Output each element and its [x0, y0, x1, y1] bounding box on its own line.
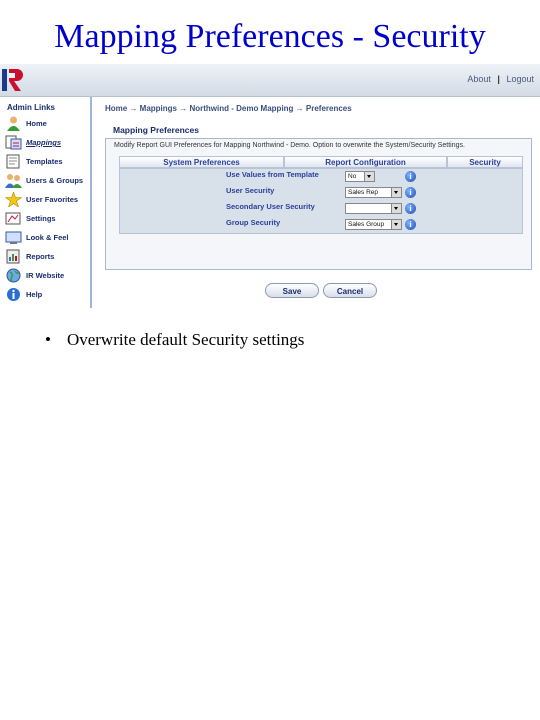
sidebar-item-label: Home: [26, 119, 47, 128]
info-icon[interactable]: i: [405, 187, 416, 198]
globe-icon: [5, 268, 22, 283]
panel-description: Modify Report GUI Preferences for Mapping Northwind - Demo. Option to overwrite the System/Security Settings.: [114, 142, 465, 149]
group-security-select[interactable]: [345, 219, 402, 230]
user-security-label: User Security: [226, 186, 275, 195]
select-value: No: [348, 173, 357, 180]
top-separator: |: [497, 74, 500, 84]
sidebar-item-settings[interactable]: [0, 209, 90, 228]
sidebar-item-templates[interactable]: [0, 152, 90, 171]
chevron-down-icon: [364, 172, 374, 181]
home-icon: [5, 116, 22, 131]
templates-icon: [5, 154, 22, 169]
logout-link[interactable]: Logout: [506, 74, 534, 84]
secondary-user-security-select[interactable]: [345, 203, 402, 214]
bullet-marker: •: [45, 330, 51, 349]
sidebar-item-look-feel[interactable]: [0, 228, 90, 247]
sidebar-item-label: Look & Feel: [26, 233, 69, 242]
save-button[interactable]: Save: [265, 283, 319, 298]
look-feel-icon: [5, 230, 22, 245]
sidebar-item-label: Reports: [26, 252, 55, 261]
use-values-from-template-label: Use Values from Template: [226, 170, 319, 179]
sidebar-item-ir-website[interactable]: [0, 266, 90, 285]
panel-box: [105, 138, 532, 270]
sidebar-item-user-favorites[interactable]: [0, 190, 90, 209]
form-row: [120, 218, 524, 232]
sidebar-item-reports[interactable]: [0, 247, 90, 266]
tab-bar: [119, 156, 523, 168]
top-bar: [0, 64, 540, 97]
star-icon: [5, 192, 22, 207]
tab-security[interactable]: Security: [447, 156, 523, 168]
reports-icon: [5, 249, 22, 264]
sidebar-item-label: Mappings: [26, 138, 61, 147]
sidebar-item-label: Settings: [26, 214, 56, 223]
top-links: [463, 74, 534, 84]
cancel-button[interactable]: Cancel: [323, 283, 377, 298]
bullet-point: [45, 330, 304, 350]
ir-logo-icon: [2, 67, 24, 93]
secondary-user-security-label: Secondary User Security: [226, 202, 315, 211]
tab-report-configuration[interactable]: Report Configuration: [284, 156, 447, 168]
select-value: Sales Group: [348, 221, 385, 228]
breadcrumb[interactable]: Home → Mappings → Northwind - Demo Mapping → Preferences: [105, 104, 352, 113]
about-link[interactable]: About: [467, 74, 491, 84]
settings-icon: [5, 211, 22, 226]
form-row: [120, 170, 524, 184]
sidebar: [0, 97, 92, 308]
chevron-down-icon: [391, 204, 401, 213]
chevron-down-icon: [391, 220, 401, 229]
user-security-select[interactable]: [345, 187, 402, 198]
security-form: [119, 168, 523, 234]
sidebar-item-mappings[interactable]: [0, 133, 90, 152]
sidebar-item-help[interactable]: [0, 285, 90, 304]
tab-system-preferences[interactable]: System Preferences: [119, 156, 284, 168]
users-groups-icon: [5, 173, 22, 188]
help-icon: [5, 287, 22, 302]
sidebar-item-label: User Favorites: [26, 195, 79, 204]
group-security-label: Group Security: [226, 218, 281, 227]
sidebar-item-home[interactable]: [0, 114, 90, 133]
sidebar-item-users-groups[interactable]: [0, 171, 90, 190]
form-row: [120, 202, 524, 216]
select-value: Sales Rep: [348, 189, 378, 196]
form-row: [120, 186, 524, 200]
panel-title: Mapping Preferences: [113, 125, 199, 135]
info-icon[interactable]: i: [405, 171, 416, 182]
chevron-down-icon: [391, 188, 401, 197]
sidebar-item-label: Templates: [26, 157, 63, 166]
use-values-from-template-select[interactable]: [345, 171, 375, 182]
app-screenshot: [0, 64, 540, 308]
bullet-text: Overwrite default Security settings: [66, 330, 305, 349]
sidebar-heading: Admin Links: [7, 103, 56, 112]
sidebar-item-label: Users & Groups: [26, 176, 84, 185]
sidebar-item-label: Help: [26, 290, 43, 299]
sidebar-item-label: IR Website: [26, 271, 65, 280]
info-icon[interactable]: i: [405, 203, 416, 214]
info-icon[interactable]: i: [405, 219, 416, 230]
slide-title: Mapping Preferences - Security: [54, 18, 486, 55]
mappings-icon: [5, 135, 22, 150]
